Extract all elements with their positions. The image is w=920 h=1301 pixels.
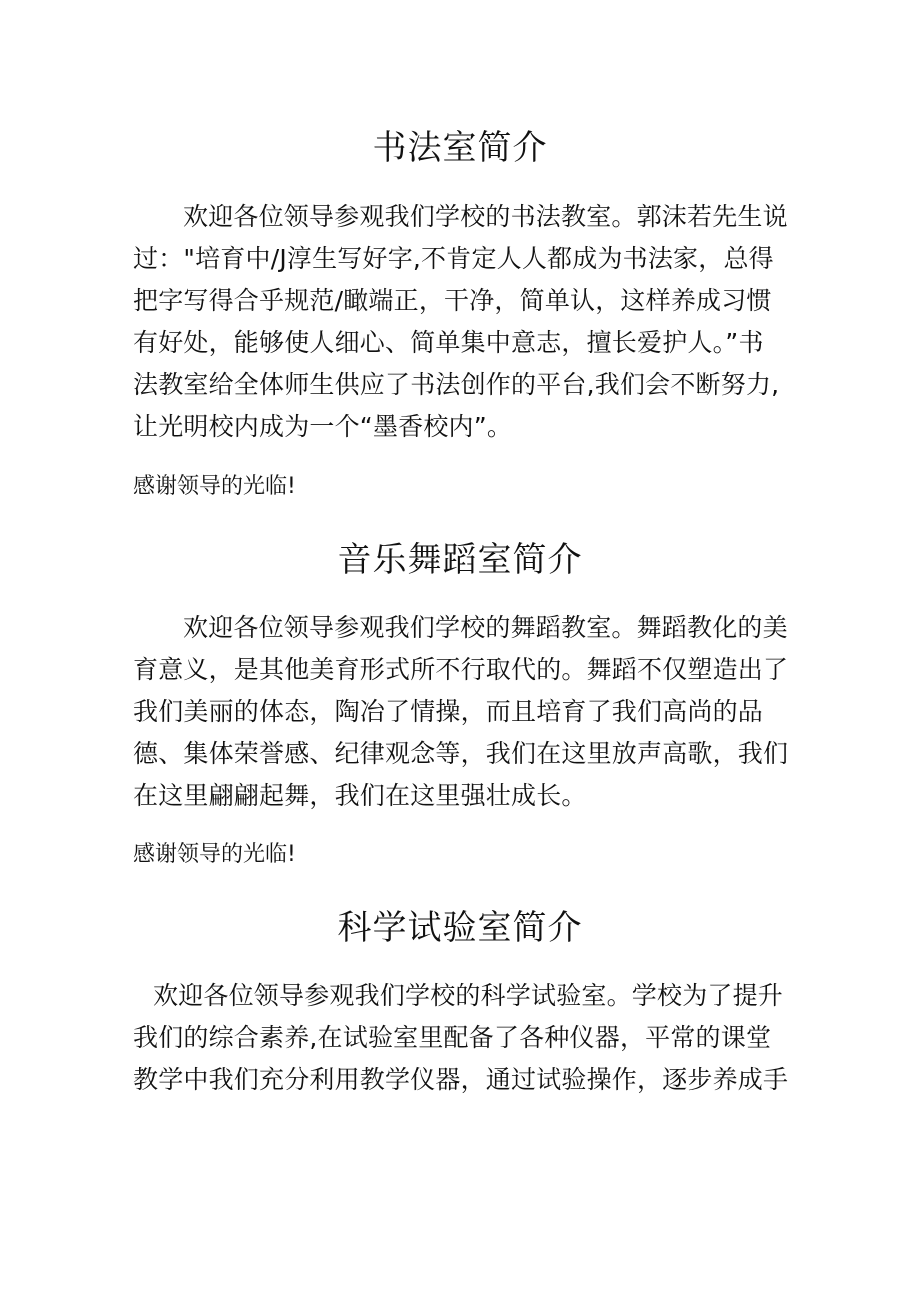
paragraph-line: 育意义，是其他美育形式所不行取代的。舞蹈不仅塑造出了 [133,655,789,684]
calligraphy-room-paragraph [133,196,788,448]
paragraph-line: 德、集体荣誉感、纪律观念等，我们在这里放声高歌，我们 [133,739,789,768]
paragraph-line: 我们美丽的体态，陶冶了情操，而且培育了我们高尚的品 [133,697,764,726]
music-dance-room-title: 音乐舞蹈室简介 [337,540,583,580]
music-dance-room-thanks: 感谢领导的光临! [133,842,296,867]
calligraphy-room-thanks: 感谢领导的光临! [133,474,296,499]
paragraph-line: 让光明校内成为一个“墨香校内”。 [133,412,513,441]
paragraph-line: 欢迎各位领导参观我们学校的科学试验室。学校为了提升 [153,981,784,1010]
paragraph-line: 欢迎各位领导参观我们学校的书法教室。郭沫若先生说 [183,202,788,231]
music-dance-room-paragraph [133,607,789,817]
paragraph-line: 法教室给全体师生供应了书法创作的平台,我们会不断努力, [133,370,780,399]
science-lab-title: 科学试验室简介 [337,908,583,948]
paragraph-line: 我们的综合素养,在试验室里配备了各种仪器，平常的课堂 [133,1023,772,1052]
calligraphy-room-title: 书法室简介 [372,128,548,168]
paragraph-line: 在这里翩翩起舞，我们在这里强壮成长。 [133,781,587,810]
paragraph-line: 欢迎各位领导参观我们学校的舞蹈教室。舞蹈教化的美 [183,613,788,642]
paragraph-line: 教学中我们充分利用教学仪器，通过试验操作，逐步养成手 [133,1065,789,1094]
science-lab-paragraph [133,975,789,1101]
paragraph-line: 有好处，能够使人细心、简单集中意志，擅长爱护人。”书 [133,328,764,357]
paragraph-line: 把字写得合乎规范/瞰端正，干净，简单认，这样养成习惯 [133,286,772,315]
paragraph-line: 过："培育中/J淳生写好字,不肯定人人都成为书法家，总得 [133,244,774,273]
